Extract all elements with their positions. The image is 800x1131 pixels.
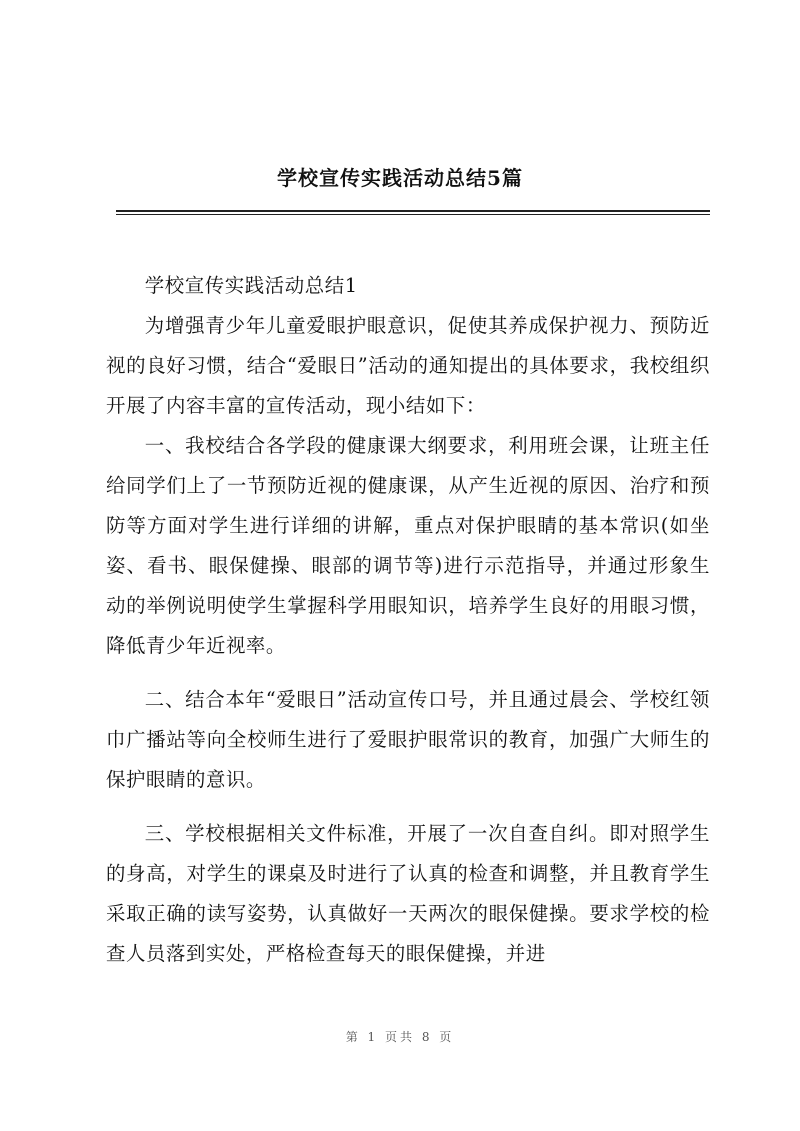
title-divider xyxy=(116,210,710,212)
paragraph-item-3: 三、学校根据相关文件标准，开展了一次自查自纠。即对照学生的身高，对学生的课桌及时进行了认真的检查和调整，并且教育学生采取正确的读写姿势，认真做好一天两次的眼保健操。要求学校的检查人员落到实处，严格检查每天的眼保健操，并进 xyxy=(106,822,710,965)
title-divider-thin xyxy=(116,214,710,215)
paragraph-intro: 为增强青少年儿童爱眼护眼意识，促使其养成保护视力、预防近视的良好习惯，结合“爱眼日”活动的通知提出的具体要求，我校组织开展了内容丰富的宣传活动，现小结如下： xyxy=(106,314,710,417)
paragraph-item-2: 二、结合本年“爱眼日”活动宣传口号，并且通过晨会、学校红领巾广播站等向全校师生进行了爱眼护眼常识的教育，加强广大师生的保护眼睛的意识。 xyxy=(106,688,710,791)
document-body xyxy=(106,266,710,974)
page-footer: 第 1 页共 8 页 xyxy=(345,1030,455,1044)
section-heading: 学校宣传实践活动总结1 xyxy=(144,274,358,297)
paragraph-item-1: 一、我校结合各学段的健康课大纲要求，利用班会课，让班主任给同学们上了一节预防近视的健康课，从产生近视的原因、治疗和预防等方面对学生进行详细的讲解，重点对保护眼睛的基本常识(如坐姿、看书、眼保健操、眼部的调节等)进行示范指导，并通过形象生动的举例说明使学生掌握科学用眼知识，培养学生良好的用眼习惯，降低青少年近视率。 xyxy=(106,434,710,657)
document-title: 学校宣传实践活动总结5篇 xyxy=(277,166,523,190)
